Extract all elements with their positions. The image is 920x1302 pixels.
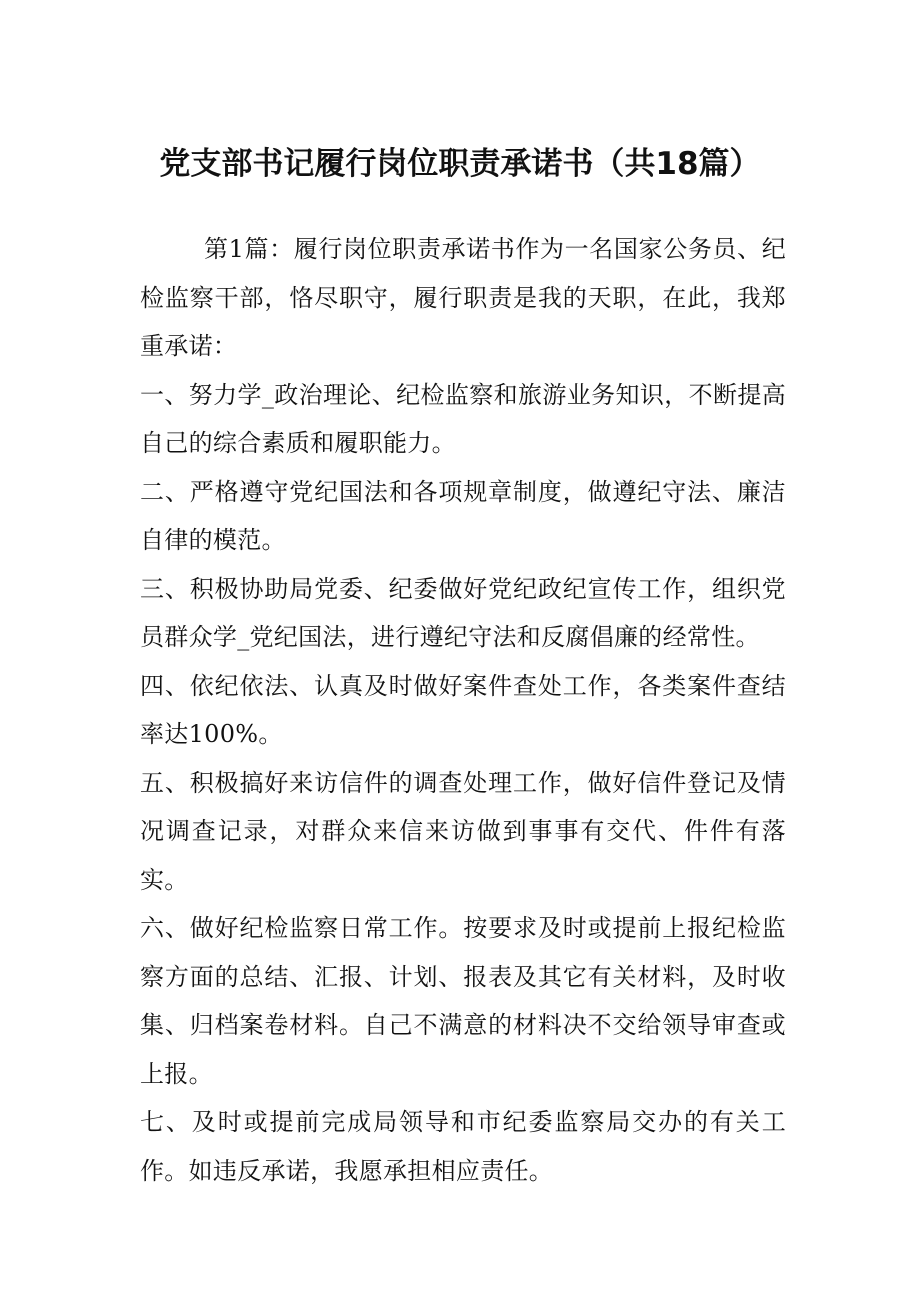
- paragraph-item-2: 二、严格遵守党纪国法和各项规章制度，做遵纪守法、廉洁自律的模范。: [140, 477, 786, 554]
- paragraph-item-5: 五、积极搞好来访信件的调查处理工作，做好信件登记及情况调查记录，对群众来信来访做到事事有交代、件件有落实。: [140, 768, 786, 894]
- document-body: [140, 225, 786, 1195]
- paragraph-item-3: 三、积极协助局党委、纪委做好党纪政纪宣传工作，组织党员群众学_党纪国法，进行遵纪守法和反腐倡廉的经常性。: [140, 574, 786, 651]
- paragraph-item-1: 一、努力学_政治理论、纪检监察和旅游业务知识，不断提高自己的综合素质和履职能力。: [140, 380, 786, 457]
- document-title: 党支部书记履行岗位职责承诺书（共18篇）: [159, 146, 761, 182]
- paragraph-intro: 第1篇：履行岗位职责承诺书作为一名国家公务员、纪检监察干部，恪尽职守，履行职责是我的天职，在此，我郑重承诺：: [140, 235, 786, 360]
- paragraph-item-4: 四、依纪依法、认真及时做好案件查处工作，各类案件查结率达100%。: [140, 671, 786, 748]
- paragraph-item-6: 六、做好纪检监察日常工作。按要求及时或提前上报纪检监察方面的总结、汇报、计划、报表及其它有关材料，及时收集、归档案卷材料。自己不满意的材料决不交给领导审查或上报。: [140, 914, 786, 1088]
- paragraph-item-7: 七、及时或提前完成局领导和市纪委监察局交办的有关工作。如违反承诺，我愿承担相应责任。: [140, 1108, 786, 1185]
